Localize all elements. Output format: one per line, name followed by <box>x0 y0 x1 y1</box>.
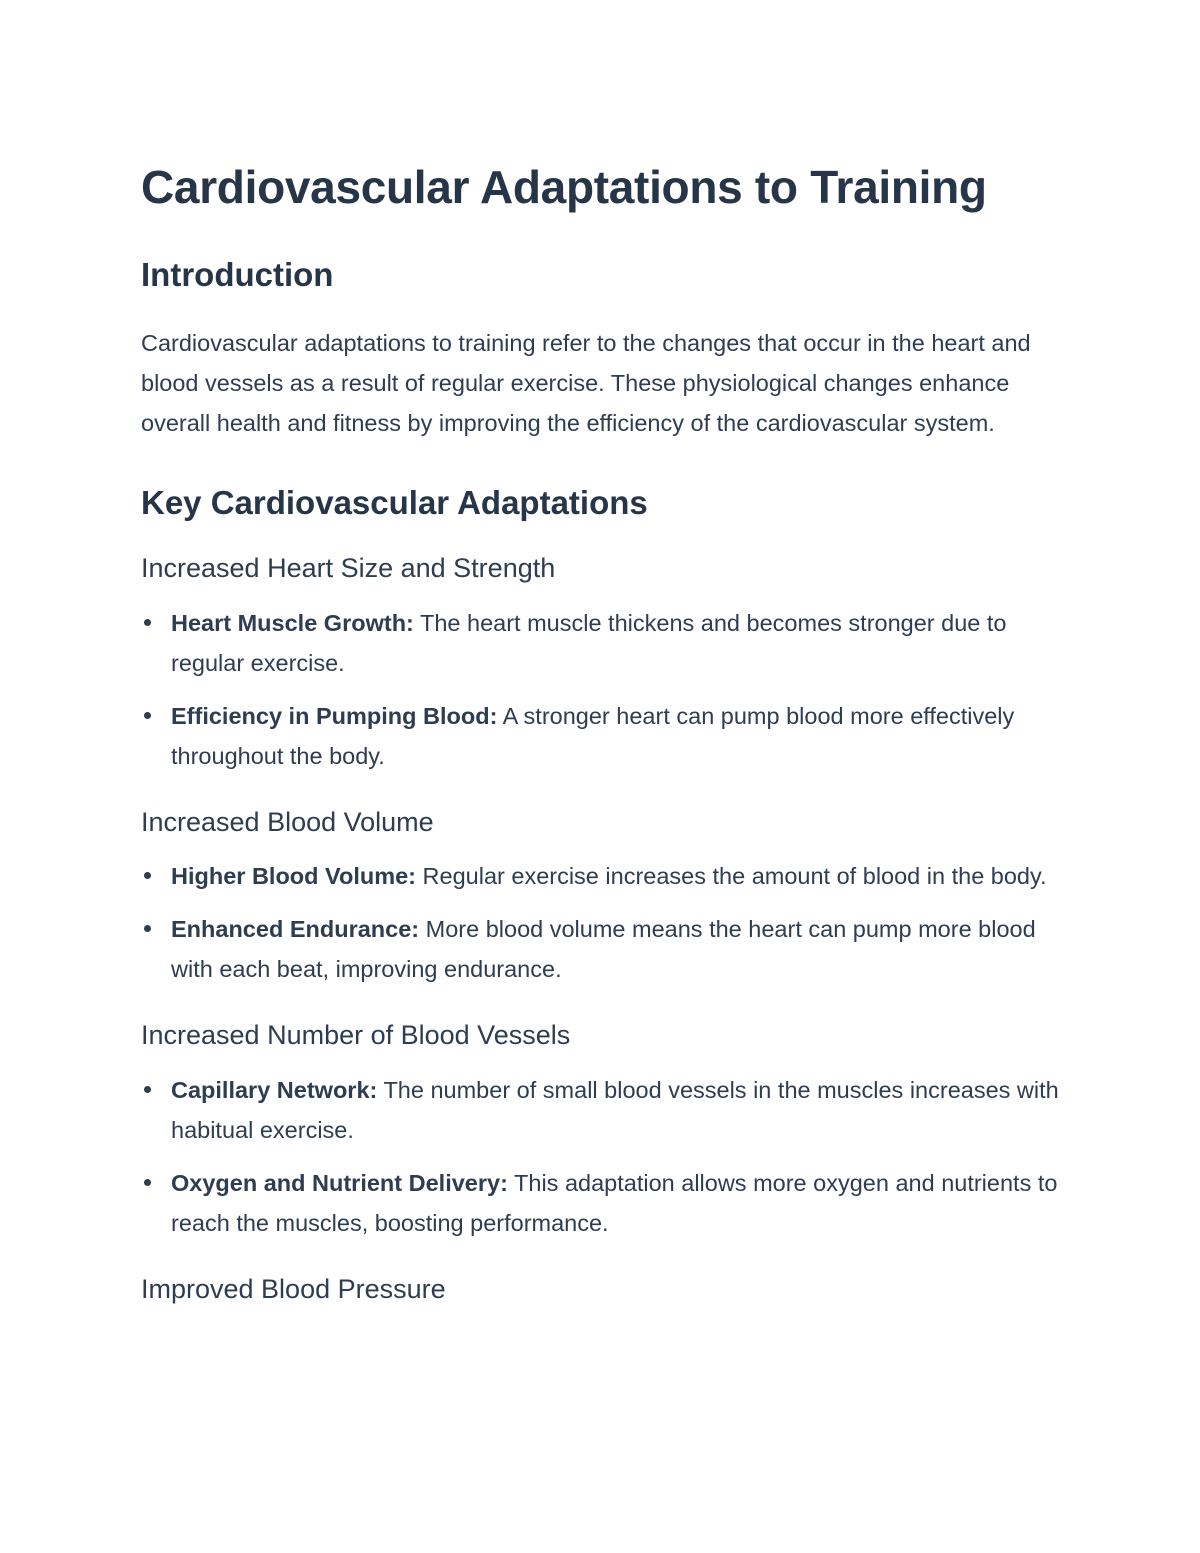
bullet-icon <box>144 872 151 879</box>
list-item <box>141 1163 1071 1243</box>
list-item-text: The heart muscle thickens and becomes stronger due to regular exercise. <box>171 609 1007 676</box>
document-page <box>141 160 1071 1305</box>
list-item <box>141 856 1071 896</box>
list-item-term: Capillary Network: <box>171 1076 378 1103</box>
list-item-term: Higher Blood Volume: <box>171 863 417 890</box>
bullet-icon <box>144 712 151 719</box>
list-item <box>141 1070 1071 1150</box>
list-item <box>141 696 1071 776</box>
section-heading-blood-vessels: Increased Number of Blood Vessels <box>141 1020 571 1051</box>
key-adaptations-heading: Key Cardiovascular Adaptations <box>141 483 648 521</box>
list-heart-size <box>141 603 1071 776</box>
list-blood-vessels <box>141 1070 1071 1243</box>
bullet-icon <box>144 1086 151 1093</box>
list-item-text: This adaptation allows more oxygen and nutrients to reach the muscles, boosting performance. <box>171 1169 1058 1236</box>
section-heading-blood-pressure: Improved Blood Pressure <box>141 1273 446 1304</box>
list-item-term: Enhanced Endurance: <box>171 916 420 943</box>
list-blood-volume <box>141 856 1071 989</box>
list-item-term: Efficiency in Pumping Blood: <box>171 702 498 729</box>
list-item-text: A stronger heart can pump blood more effectively throughout the body. <box>171 702 1015 769</box>
list-item-text: The number of small blood vessels in the muscles increases with habitual exercise. <box>171 1076 1059 1143</box>
bullet-icon <box>144 1179 151 1186</box>
bullet-icon <box>144 925 151 932</box>
list-item-term: Heart Muscle Growth: <box>171 609 414 636</box>
list-item-term: Oxygen and Nutrient Delivery: <box>171 1169 508 1196</box>
list-item-text: Regular exercise increases the amount of blood in the body. <box>416 863 1047 890</box>
section-heading-heart-size: Increased Heart Size and Strength <box>141 553 556 584</box>
bullet-icon <box>144 619 151 626</box>
list-item <box>141 909 1071 989</box>
introduction-heading: Introduction <box>141 256 334 294</box>
section-heading-blood-volume: Increased Blood Volume <box>141 806 434 837</box>
introduction-paragraph: Cardiovascular adaptations to training refer to the changes that occur in the heart and blood vessels as a result of regular exercise. These physiological changes enhance overall health and fitness by improving the efficiency of the cardiovascular system. <box>141 329 1031 436</box>
list-item-text: More blood volume means the heart can pump more blood with each beat, improving endurance. <box>171 916 1036 983</box>
list-item <box>141 603 1071 683</box>
document-title: Cardiovascular Adaptations to Training <box>141 161 987 213</box>
